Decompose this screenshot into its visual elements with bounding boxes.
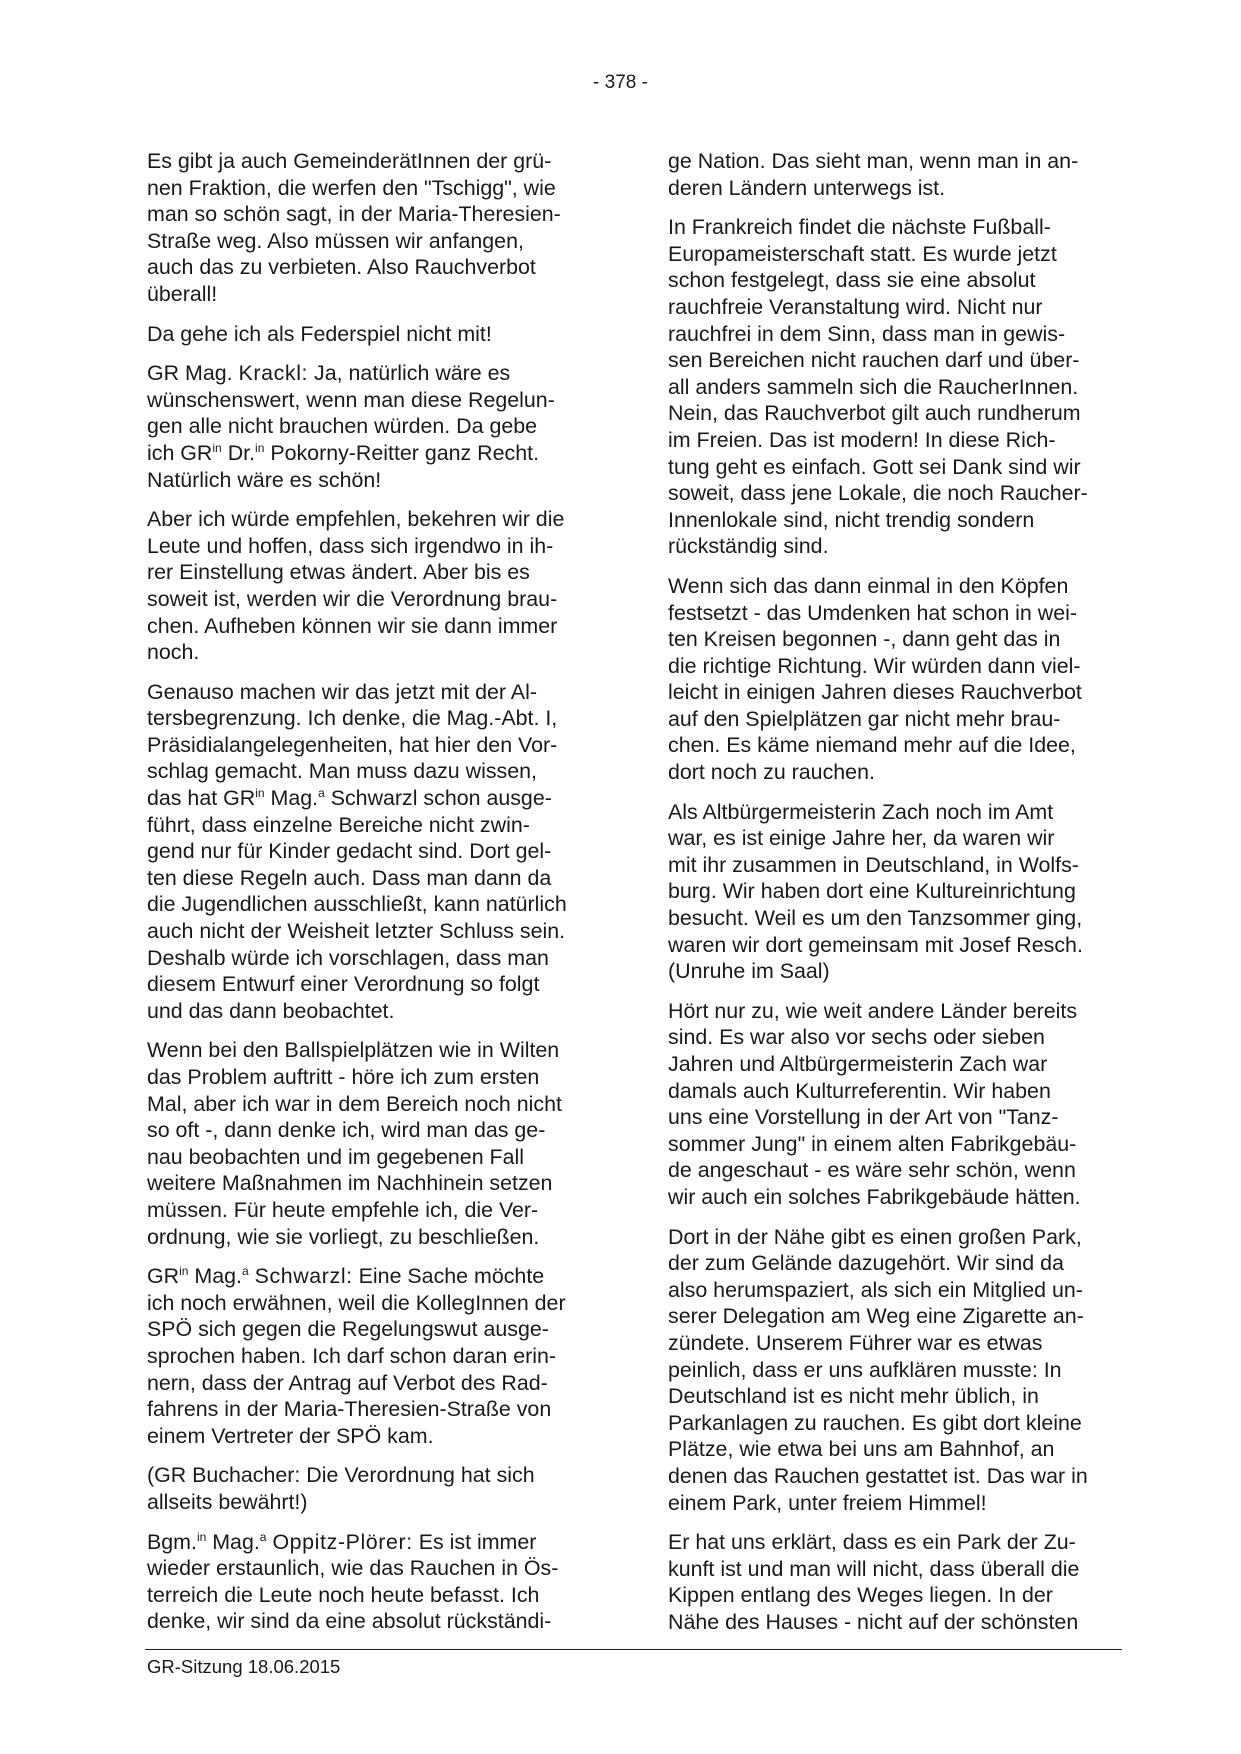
text-line: also herumspaziert, als sich ein Mitglied un- [668, 1277, 1083, 1302]
text-line: kunft ist und man will nicht, dass überall die [668, 1556, 1080, 1581]
text-line: burg. Wir haben dort eine Kultureinrichtung [668, 879, 1076, 904]
text-line: Europameisterschaft statt. Es wurde jetzt [668, 241, 1057, 266]
text-line: serer Delegation am Weg eine Zigarette an- [668, 1304, 1084, 1329]
text-line: Innenlokale sind, nicht trendig sondern [668, 507, 1035, 532]
paragraph [668, 148, 1120, 201]
text-line: deren Ländern unterwegs ist. [668, 175, 946, 200]
text-line: rauchfrei in dem Sinn, dass man in gewis- [668, 321, 1066, 346]
text-line: Genauso machen wir das jetzt mit der Al- [147, 679, 537, 704]
text-line: (GR Buchacher: Die Verordnung hat sich [147, 1463, 535, 1488]
text-line: Kippen entlang des Weges liegen. In der [668, 1583, 1053, 1608]
text-line: Er hat uns erklärt, dass es ein Park der Zu- [668, 1530, 1076, 1555]
text-line: ich noch erwähnen, weil die KollegInnen der [147, 1290, 566, 1315]
text-line: allseits bewährt!) [147, 1489, 308, 1514]
paragraph [147, 360, 599, 493]
text-line: noch. [147, 640, 200, 665]
text-line: schon festgelegt, dass sie eine absolut [668, 268, 1036, 293]
text-line: chen. Aufheben können wir sie dann immer [147, 613, 558, 638]
text-line: denen das Rauchen gestattet ist. Das war in [668, 1463, 1088, 1488]
text-line: ten diese Regeln auch. Dass man dann da [147, 865, 552, 890]
text-line: Deshalb würde ich vorschlagen, dass man [147, 945, 549, 970]
text-line: de angeschaut - es wäre sehr schön, wenn [668, 1158, 1076, 1183]
paragraph [147, 679, 599, 1025]
paragraph [147, 321, 599, 348]
text-line: ich $GR^{in}$ Dr.$^{in}$ Pokorny-Reitter ganz Recht. [147, 440, 540, 465]
text-line: sind. Es war also vor sechs oder sieben [668, 1025, 1045, 1050]
text-line: terreich die Leute noch heute befasst. Ich [147, 1582, 540, 1607]
text-line: wir auch ein solches Fabrikgebäude hätten. [668, 1184, 1081, 1209]
text-line: auch nicht der Weisheit letzter Schluss sein. [147, 919, 566, 944]
text-line: einem Vertreter der SPÖ kam. [147, 1423, 434, 1448]
text-line: tung geht es einfach. Gott sei Dank sind wir [668, 454, 1081, 479]
text-line: so oft -, dann denke ich, wird man das ge- [147, 1118, 546, 1143]
text-line: peinlich, dass er uns aufklären musste: In [668, 1357, 1062, 1382]
paragraph [668, 214, 1120, 560]
paragraph [147, 1037, 599, 1250]
footer-rule [145, 1649, 1122, 1650]
text-line: Deutschland ist es nicht mehr üblich, in [668, 1384, 1039, 1409]
text-line: Wenn bei den Ballspielplätzen wie in Wilten [147, 1038, 560, 1063]
paragraph [147, 1529, 599, 1635]
text-line: nern, dass der Antrag auf Verbot des Rad- [147, 1370, 548, 1395]
paragraph [668, 799, 1120, 985]
text-line: Natürlich wäre es schön! [147, 467, 382, 492]
text-line: der zum Gelände dazugehört. Wir sind da [668, 1251, 1064, 1276]
text-line: mit ihr zusammen in Deutschland, in Wolfs- [668, 852, 1079, 877]
text-line: im Freien. Das ist modern! In diese Rich- [668, 427, 1056, 452]
paragraph [668, 998, 1120, 1211]
text-line: wieder erstaunlich, wie das Rauchen in Ös- [147, 1556, 559, 1581]
text-line: tersbegrenzung. Ich denke, die Mag.-Abt. I, [147, 706, 558, 731]
text-line: nau beobachten und im gegebenen Fall [147, 1144, 525, 1169]
text-line: Bgm.$^{in}$ Mag.$^a$ Oppitz-Plörer: Es ist immer [147, 1529, 537, 1554]
text-line: Aber ich würde empfehlen, bekehren wir die [147, 507, 565, 532]
text-line: ge Nation. Das sieht man, wenn man in an- [668, 149, 1079, 173]
text-line: damals auch Kulturreferentin. Wir haben [668, 1078, 1051, 1103]
text-line: Parkanlagen zu rauchen. Es gibt dort kleine [668, 1410, 1082, 1435]
text-line: waren wir dort gemeinsam mit Josef Resch. [668, 932, 1083, 957]
text-line: Straße weg. Also müssen wir anfangen, [147, 228, 524, 253]
text-line: denke, wir sind da eine absolut rückständi- [147, 1609, 552, 1634]
text-line: rer Einstellung etwas ändert. Aber bis es [147, 560, 530, 585]
paragraph [147, 148, 599, 308]
text-line: rauchfreie Veranstaltung wird. Nicht nur [668, 294, 1043, 319]
text-line: müssen. Für heute empfehle ich, die Ver- [147, 1197, 539, 1222]
paragraph [668, 1224, 1120, 1517]
text-line: soweit ist, werden wir die Verordnung brau- [147, 586, 558, 611]
text-line: die Jugendlichen ausschließt, kann natürlich [147, 892, 567, 917]
text-line: auf den Spielplätzen gar nicht mehr brau- [668, 706, 1061, 731]
text-line: Als Altbürgermeisterin Zach noch im Amt [668, 799, 1054, 824]
text-line: GR Mag. Krackl: Ja, natürlich wäre es [147, 361, 511, 386]
paragraph [668, 573, 1120, 786]
text-line: und das dann beobachtet. [147, 998, 395, 1023]
text-line: Nein, das Rauchverbot gilt auch rundherum [668, 401, 1081, 426]
text-line: Präsidialangelegenheiten, hat hier den Vor- [147, 732, 558, 757]
text-line: (Unruhe im Saal) [668, 959, 830, 984]
text-line: einem Park, unter freiem Himmel! [668, 1490, 987, 1515]
text-line: gen alle nicht brauchen würden. Da gebe [147, 414, 538, 439]
text-line: Leute und hoffen, dass sich irgendwo in ih- [147, 533, 554, 558]
speaker-name: Schwarzl: [254, 1264, 353, 1289]
text-line: Hört nur zu, wie weit andere Länder bereits [668, 998, 1078, 1023]
text-line: Dort in der Nähe gibt es einen großen Park, [668, 1224, 1082, 1249]
text-line: führt, dass einzelne Bereiche nicht zwin- [147, 812, 530, 837]
text-line: dort noch zu rauchen. [668, 760, 875, 785]
right-column [668, 148, 1120, 1648]
text-line: soweit, dass jene Lokale, die noch Raucher- [668, 481, 1088, 506]
text-line: Mal, aber ich war in dem Bereich noch nicht [147, 1091, 562, 1116]
text-line: chen. Es käme niemand mehr auf die Idee, [668, 733, 1076, 758]
text-line: nen Fraktion, die werfen den "Tschigg", wie [147, 175, 556, 200]
paragraph [668, 1529, 1120, 1635]
text-line: uns eine Vorstellung in der Art von "Tanz- [668, 1105, 1059, 1130]
text-line: rückständig sind. [668, 534, 829, 559]
text-line: das Problem auftritt - höre ich zum ersten [147, 1065, 540, 1089]
text-line: Plätze, wie etwa bei uns am Bahnhof, an [668, 1437, 1055, 1462]
speaker-name: Oppitz-Plörer: [272, 1529, 413, 1554]
text-line: sprochen haben. Ich darf schon daran erin- [147, 1343, 557, 1368]
text-line: auch das zu verbieten. Also Rauchverbot [147, 255, 536, 280]
text-line: man so schön sagt, in der Maria-Theresien- [147, 202, 561, 227]
text-line: war, es ist einige Jahre her, da waren wir [668, 826, 1055, 851]
text-line: ten Kreisen begonnen -, dann geht das in [668, 627, 1061, 652]
text-line: besucht. Weil es um den Tanzsommer ging, [668, 906, 1083, 931]
left-column [147, 148, 599, 1648]
text-line: Jahren und Altbürgermeisterin Zach war [668, 1052, 1048, 1076]
speaker-name: Krackl: [238, 361, 309, 386]
paragraph [147, 1462, 599, 1515]
text-line: überall! [147, 281, 218, 306]
text-line: weitere Maßnahmen im Nachhinein setzen [147, 1171, 553, 1196]
text-line: zündete. Unserem Führer war es etwas [668, 1330, 1043, 1355]
text-line: festsetzt - das Umdenken hat schon in wei- [668, 600, 1077, 625]
text-line: $GR^{in}$ Mag.$^a$ Schwarzl: Eine Sache möchte [147, 1264, 545, 1289]
text-line: ordnung, wie sie vorliegt, zu beschließen. [147, 1224, 540, 1249]
text-line: diesem Entwurf einer Verordnung so folgt [147, 972, 540, 997]
text-line: Da gehe ich als Federspiel nicht mit! [147, 321, 492, 346]
text-line: die richtige Richtung. Wir würden dann viel- [668, 653, 1081, 678]
paragraph [147, 506, 599, 666]
text-line: In Frankreich findet die nächste Fußball- [668, 215, 1051, 240]
page-number: - 378 - [593, 72, 648, 93]
text-line: all anders sammeln sich die RaucherInnen. [668, 374, 1079, 399]
text-line: gend nur für Kinder gedacht sind. Dort gel- [147, 839, 552, 864]
text-line: das hat $GR^{in}$ Mag.$^a$ Schwarzl schon ausge- [147, 785, 552, 811]
text-line: fahrens in der Maria-Theresien-Straße von [147, 1397, 552, 1422]
text-line: wünschenswert, wenn man diese Regelun- [147, 387, 555, 412]
footer-session-date: GR-Sitzung 18.06.2015 [147, 1656, 341, 1677]
text-line: sen Bereichen nicht rauchen darf und über- [668, 348, 1080, 373]
text-line: Nähe des Hauses - nicht auf der schönsten [668, 1609, 1079, 1634]
text-line: SPÖ sich gegen die Regelungswut ausge- [147, 1317, 549, 1342]
text-line: schlag gemacht. Man muss dazu wissen, [147, 759, 537, 784]
text-line: Wenn sich das dann einmal in den Köpfen [668, 573, 1069, 598]
text-line: sommer Jung" in einem alten Fabrikgebäu- [668, 1131, 1077, 1156]
paragraph [147, 1263, 599, 1449]
text-line: Es gibt ja auch GemeinderätInnen der grü- [147, 149, 552, 173]
text-line: leicht in einigen Jahren dieses Rauchverbot [668, 680, 1082, 705]
